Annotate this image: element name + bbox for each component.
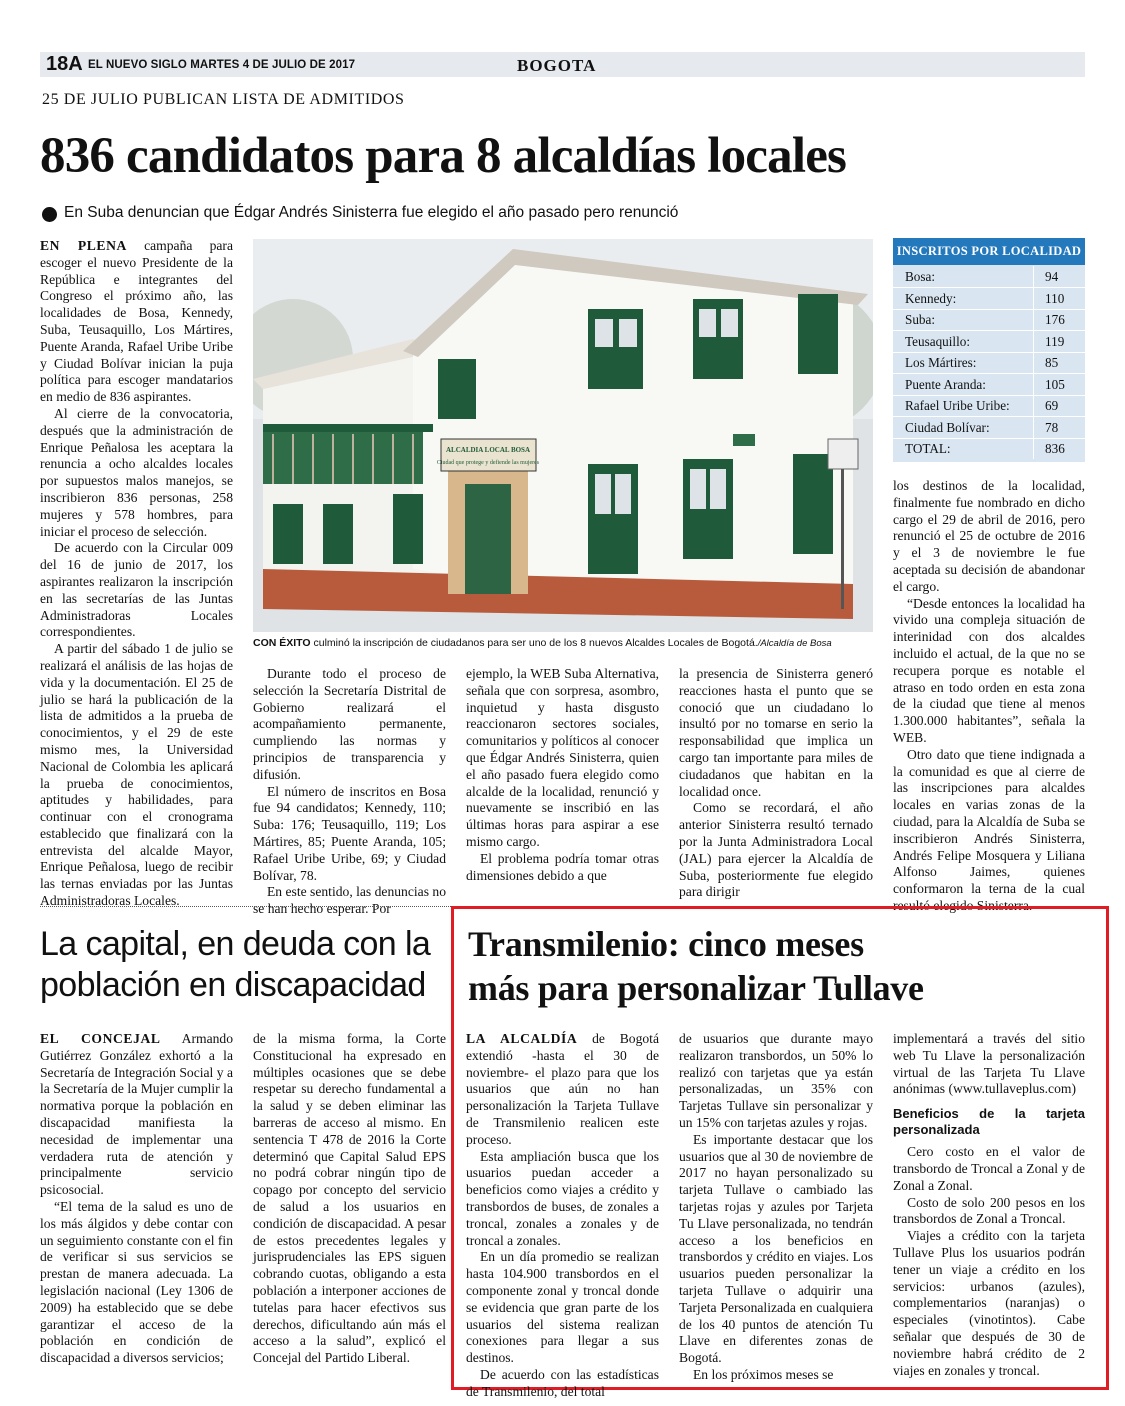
paragraph: Viajes a crédito con la tarjeta Tullave Plus los usuarios podrán tener un viaje a crédito en los servicios: urbanos (azules), complementarios (naranjas) o especiales (vinotintos). Cabe señalar que después de 30 de noviembre habrá crédito de 2 viajes en zonales y troncal. [893, 1228, 1085, 1378]
main-column-4 [679, 666, 873, 900]
left-column-1 [40, 1031, 233, 1366]
sign-text: ALCALDIA LOCAL BOSA [445, 446, 531, 454]
subsection-heading: Beneficios de la tarjeta personalizada [893, 1106, 1085, 1138]
caption-lead: CON ÉXITO [253, 637, 311, 649]
right-column-2 [679, 1031, 873, 1382]
paragraph: de la misma forma, la Corte Constitucional ha expresado en múltiples ocasiones que se debe respetar su derecho fundamental a la salud y se deben eliminar las barreras de acceso al mismo. En sentencia T 478 de 2016 la Corte determinó que Capital Salud EPS no podrá cobrar ningún tipo de copago por concepto del servicio de salud a los usuarios en condición de discapacidad. A pesar de estos precedentes legales y jurisprudenciales las EPS siguen cobrando cuotas, obligando a esta población a interponer acciones de tutelas para hacer efectivos sus derechos, dificultando aún más el acceso a la salud”, explicó el Concejal del Partido Liberal. [253, 1031, 446, 1366]
paragraph: los destinos de la localidad, finalmente fue nombrado en dicho cargo el 29 de abril de 2016, pero renunció el 25 de octubre de 2016 y el 3 de noviembre le fue aceptada su decisión de abandonar el cargo. [893, 478, 1085, 594]
left-headline: La capital, en deuda con la población en discapacidad [40, 925, 431, 1004]
paragraph: EL CONCEJAL Armando Gutiérrez González exhortó a la Secretaría de Integración Social y a la Secretaría de la Mujer cumplir la normativa porque la población en discapacidad manifiesta la necesidad de implementar una verdadera ruta de atención y principalmente servicio psicosocial. [40, 1031, 233, 1198]
right-headline: Transmilenio: cinco meses más para personalizar Tullave [468, 924, 924, 1008]
page-number: 18A [46, 53, 83, 75]
main-column-3 [466, 666, 659, 891]
table-title: INSCRITOS POR LOCALIDAD [893, 238, 1085, 265]
paragraph: de usuarios que durante mayo realizaron transbordos, un 50% lo realizó con tarjetas que ya están personalizadas, un 35% con Tarjetas Tullave sin personalizar y un 15% con tarjetas azules y rojas. [679, 1031, 873, 1130]
main-subhead: En Suba denuncian que Édgar Andrés Sinisterra fue elegido el año pasado pero renunció [64, 204, 679, 221]
paragraph: El problema podría tomar otras dimensiones debido a que [466, 850, 659, 883]
paragraph: EN PLENA campaña para escoger el nuevo Presidente de la República e integrantes del Congreso el próximo año, las localidades de Bosa, Kennedy, Suba, Teusaquillo, Los Mártires, Puente Aranda, Rafael Uribe Uribe y Ciudad Bolívar inician la puja política para escoger mandatarios en medio de 836 aspirantes. [40, 238, 233, 405]
paragraph: “El tema de la salud es uno de los más álgidos y debe contar con un seguimiento constante con el fin de verificar si sus servicios se prestan de manera adecuada. La legislación nacional (Ley 1306 de 2009) ha establecido que se debe garantizar el acceso de la población en condición de discapacidad a diversos servicios; [40, 1198, 233, 1366]
left-column-2 [253, 1031, 446, 1366]
photo-caption: CON ÉXITO culminó la inscripción de ciudadanos para ser uno de los 8 nuevos Alcaldes Locales de Bogotá./Alcaldía de Bosa [253, 637, 832, 649]
right-column-3 [893, 1031, 1085, 1376]
paragraph: El número de inscritos en Bosa fue 94 candidatos; Kennedy, 110; Suba: 176; Teusaquillo, 119; Los Mártires, 85; Puente Aranda, 105; Rafael Uribe Uribe, 69; y Ciudad Bolívar, 78. [253, 783, 446, 883]
paragraph: De acuerdo con las estadísticas de Transmilenio, del total [466, 1366, 659, 1399]
lead-in: LA ALCALDÍA [466, 1031, 578, 1046]
lead-in: EN PLENA [40, 238, 127, 253]
lead-in: EL CONCEJAL [40, 1031, 161, 1046]
paragraph: Durante todo el proceso de selección la Secretaría Distrital de Gobierno realizará el acompañamiento permanente, cumpliendo las normas y principios de transparencia y difusión. [253, 666, 446, 782]
table-row: Los Mártires: 85 [893, 352, 1085, 374]
paragraph: En este sentido, las denuncias no se han hecho esperar. Por [253, 884, 446, 917]
main-column-1 [40, 238, 233, 909]
main-column-5 [893, 478, 1085, 913]
paragraph: Al cierre de la convocatoria, después que la administración de Enrique Peñalosa les aceptara la renuncia a ocho alcaldes locales por supuestos malos manejos, se inscribieron 836 personas, 258 mujeres y 578 hombres, para iniciar el proceso de selección. [40, 405, 233, 539]
section-name: BOGOTA [517, 56, 597, 75]
paragraph: De acuerdo con la Circular 009 del 16 de junio de 2017, los aspirantes realizaron la inscripción en las secretarías de las Juntas Administradoras Locales correspondientes. [40, 540, 233, 640]
paragraph: “Desde entonces la localidad ha vivido una compleja situación de interinidad con dos alcaldes incluido el actual, de la que no se recupera porque es notable el atraso en todo orden en esta zona de la ciudad que tiene al menos 1.300.000 habitantes”, señala la WEB. [893, 595, 1085, 745]
kicker: 25 DE JULIO PUBLICAN LISTA DE ADMITIDOS [42, 91, 405, 108]
table-row: Rafael Uribe Uribe: 69 [893, 395, 1085, 417]
paragraph: Cero costo en el valor de transbordo de Troncal a Zonal y de Zonal a Zonal. [893, 1144, 1085, 1193]
table-row-total: TOTAL: 836 [893, 438, 1085, 459]
building-illustration [253, 239, 873, 632]
paragraph: Esta ampliación busca que los usuarios puedan acceder a beneficios como viajes a crédito y transbordos de buses, de zonales a troncal, zonales a zonales y de troncal a zonales. [466, 1148, 659, 1248]
photo-credit: /Alcaldía de Bosa [757, 638, 832, 649]
paragraph: LA ALCALDÍA de Bogotá extendió -hasta el 30 de noviembre- el plazo para que los usuarios que aún no han personalización la Tarjeta Tullave de Transmilenio realicen este proceso. [466, 1031, 659, 1147]
paragraph: la presencia de Sinisterra generó reacciones hasta el punto que se conoció que un ciudadano lo insultó por no tomarse en serio la responsabilidad que implica un cargo tan importante para miles de ciudadanos que habitan en la localidad once. [679, 666, 873, 799]
paragraph: ejemplo, la WEB Suba Alternativa, señala que con sorpresa, asombro, inquietud y hasta disgusto reaccionaron sectores sociales, comunitarios y políticos al conocer que Édgar Andrés Sinisterra, quien el año pasado fuera elegido como alcalde de la localidad, renunció y nuevamente se inscribió en las últimas horas para aspirar a ese mismo cargo. [466, 666, 659, 849]
paragraph: Otro dato que tiene indignada a la comunidad es que al cierre de las inscripciones para alcaldes locales en varias zonas de la ciudad, para la Alcaldía de Suba se inscribieron Andrés Sinisterra, Andrés Felipe Mosquera y Liliana Alfonso Jaimes, quienes conformaron la terna de la cual resultó elegido Sinisterra. [893, 746, 1085, 913]
paragraph: Como se recordará, el año anterior Sinisterra resultó ternado por la Junta Administradora Local (JAL) para ejercer la Alcaldía de Suba, posteriormente fue elegido para dirigir [679, 800, 873, 900]
table-row: Bosa: 94 [893, 266, 1085, 288]
paragraph: Costo de solo 200 pesos en los transbordos de Zonal a Troncal. [893, 1194, 1085, 1227]
right-column-1 [466, 1031, 659, 1399]
paragraph: Es importante destacar que los usuarios que al 30 de noviembre de 2017 no hayan personalizado su tarjeta Tullave o cambiado las tarjetas rojas y azules por Tarjeta Tu Llave personalizada, no tendrán acceso a los beneficios en transbordos y crédito en viajes. Los usuarios pueden personalizar la tarjeta Tullave o adquirir una Tarjeta Personalizada en cualquiera de los 40 puntos de atención Tu Llave en diferentes zonas de Bogotá. [679, 1131, 873, 1366]
bullet-icon [42, 207, 57, 222]
main-headline: 836 candidatos para 8 alcaldías locales [40, 128, 847, 184]
table-row: Suba: 176 [893, 309, 1085, 331]
table-row: Teusaquillo: 119 [893, 331, 1085, 353]
paragraph: En un día promedio se realizan hasta 104.900 transbordos en el componente zonal y troncal donde se evidencia que gran parte de los usuarios del sistema realizan conexiones para llegar a sus destinos. [466, 1249, 659, 1366]
paragraph: implementará a través del sitio web Tu Llave la personalización virtual de las Tarjeta Tu Llave anónimas (www.tullaveplus.com) [893, 1031, 1085, 1097]
sign-text: Ciudad que protege y defiende las mujeres [436, 460, 540, 466]
table-row: Puente Aranda: 105 [893, 374, 1085, 396]
news-photo [253, 239, 873, 632]
newspaper-dateline: EL NUEVO SIGLO MARTES 4 DE JULIO DE 2017 [88, 59, 356, 71]
paragraph: En los próximos meses se [693, 1366, 834, 1382]
paragraph: A partir del sábado 1 de julio se realizará el análisis de las hojas de vida y la documentación. El 25 de julio se hará la publicación de la lista de admitidos a la prueba de conocimientos, y el 29 de este mismo mes, la Universidad Nacional de Colombia les aplicará la prueba de conocimientos, aptitudes y habilidades, para continuar con el cronograma establecido que finalizará con la entrevista del alcalde Mayor, Enrique Peñalosa, luego de recibir las ternas enviadas por las Juntas Administradoras Locales. [40, 641, 233, 909]
table-row: Kennedy: 110 [893, 288, 1085, 310]
main-column-2 [253, 666, 446, 917]
table-row: Ciudad Bolívar: 78 [893, 417, 1085, 439]
